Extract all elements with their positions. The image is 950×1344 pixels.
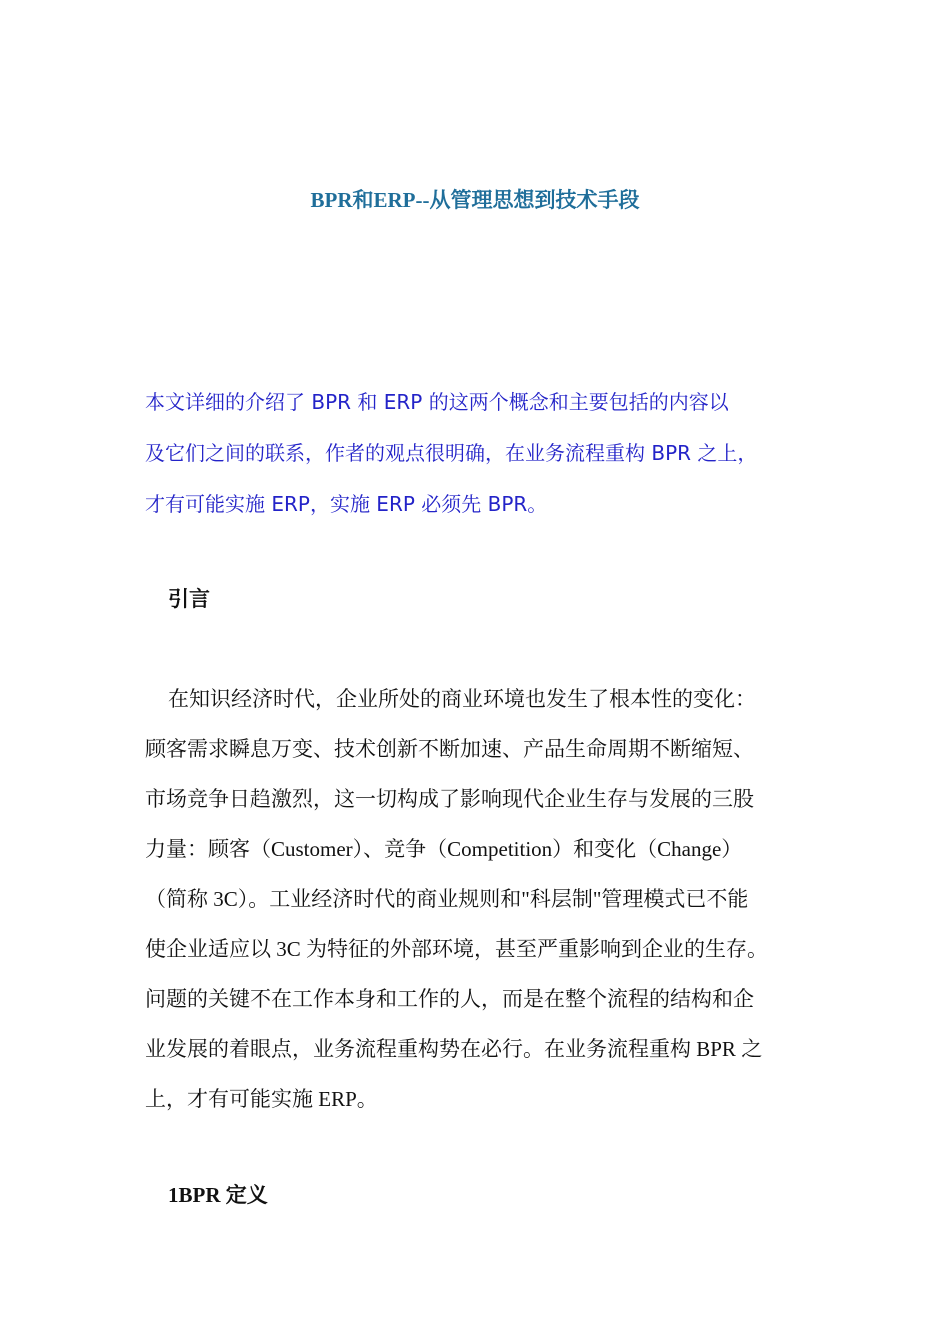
section-heading-bpr-definition: 1BPR 定义 <box>168 1183 268 1207</box>
abstract-line: 本文详细的介绍了 BPR 和 ERP 的这两个概念和主要包括的内容以 <box>145 390 729 414</box>
abstract-line: 及它们之间的联系，作者的观点很明确，在业务流程重构 BPR 之上， <box>145 441 758 465</box>
intro-line: 上，才有可能实施 ERP。 <box>145 1087 378 1111</box>
intro-line: 使企业适应以 3C 为特征的外部环境，甚至严重影响到企业的生存。 <box>145 937 769 961</box>
abstract-line: 才有可能实施 ERP，实施 ERP 必须先 BPR。 <box>145 492 548 516</box>
intro-line: 力量：顾客（Customer）、竞争（Competition）和变化（Change） <box>145 837 743 861</box>
intro-paragraph <box>145 674 835 1124</box>
intro-line: 业发展的着眼点，业务流程重构势在必行。在业务流程重构 BPR 之 <box>145 1037 763 1061</box>
intro-line: 市场竞争日趋激烈，这一切构成了影响现代企业生存与发展的三股 <box>145 787 754 811</box>
document-title: BPR和ERP--从管理思想到技术手段 <box>310 188 640 212</box>
section-heading-intro: 引言 <box>168 587 210 611</box>
intro-line: （简称 3C）。工业经济时代的商业规则和"科层制"管理模式已不能 <box>145 887 749 911</box>
intro-line: 顾客需求瞬息万变、技术创新不断加速、产品生命周期不断缩短、 <box>145 737 754 761</box>
intro-line: 问题的关键不在工作本身和工作的人，而是在整个流程的结构和企 <box>145 987 754 1011</box>
abstract-paragraph <box>145 377 835 530</box>
intro-line: 在知识经济时代，企业所处的商业环境也发生了根本性的变化： <box>168 687 756 711</box>
